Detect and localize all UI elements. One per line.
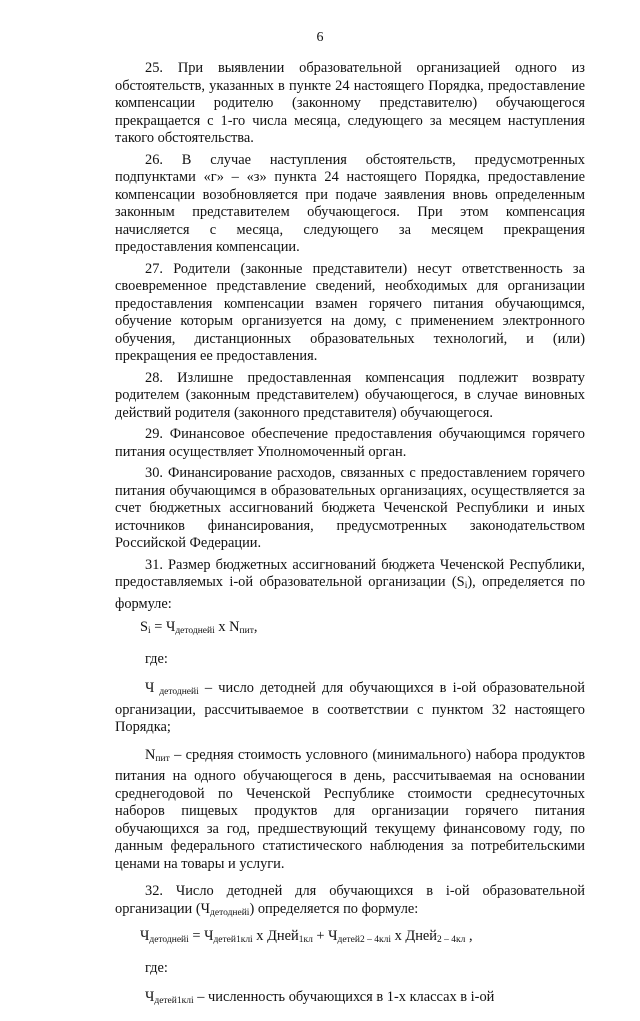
paragraph-28: 28. Излишне предоставленная компенсация подлежит возврату родителем (законным представителем) обучающегося, в случае виновных действий родителя (законного представителя) обучающегося. <box>115 369 585 421</box>
formula-symbol: Ч <box>145 680 155 696</box>
formula-symbol: x Дней <box>390 928 437 944</box>
definition-child-days <box>115 680 585 737</box>
page-number: 6 <box>316 30 324 45</box>
formula-symbol: Ч <box>145 989 155 1005</box>
paragraph-29: 29. Финансовое обеспечение предоставления обучающимся горячего питания осуществляет Уполномоченный орган. <box>115 426 585 460</box>
formula-symbol: + Ч <box>312 928 338 944</box>
formula-symbol: = Ч <box>188 928 214 944</box>
subscript: детоднейi <box>154 687 199 697</box>
definition-text: – число детодней для обучающихся в i-ой образовательной организации, рассчитываемое в соответствии с пунктом 32 настоящего Порядка; <box>115 680 585 735</box>
paragraph-31 <box>115 557 585 614</box>
subscript: 1кл <box>298 935 313 945</box>
definition-text: – средняя стоимость условного (минимального) набора продуктов питания на одного обучающегося в день, рассчитываемая на основании среднегодовой по Чеченской Республике стоимости среднесуточных наборов пищевых продуктов для организации горячего питания обучающихся за год, предшествующий текущему финансовому году, по данным федерального статистического наблюдения за потребительскими ценами на товары и услуги. <box>115 746 585 872</box>
subscript: детоднейi <box>175 626 215 636</box>
subscript: детей1клi <box>213 935 253 945</box>
formula-symbol: Ч <box>140 928 150 944</box>
subscript: пит <box>155 753 170 764</box>
paragraph-32 <box>115 883 585 922</box>
paragraph-27: 27. Родители (законные представители) несут ответственность за своевременное представление сведений, необходимых для организации предоставления компенсации взамен горячего питания обучающимся, обучение которым организуется на дому, с применением электронного обучения, дистанционных образовательных технологий, и (или) прекращения ее предоставления. <box>115 260 585 364</box>
subscript: детей1клi <box>154 996 194 1006</box>
paragraph-31-text: 31. Размер бюджетных ассигнований бюджета Чеченской Республики, предоставляемых i-ой образовательной организации (S <box>115 556 585 590</box>
document-body <box>115 60 585 1021</box>
formula-child-days <box>140 928 585 950</box>
formula-symbol: , <box>465 928 473 944</box>
formula-symbol: N <box>145 746 156 763</box>
subscript: детей2 – 4клi <box>337 935 391 945</box>
formula-symbol: x N <box>214 619 240 635</box>
formula-symbol: S <box>140 619 149 635</box>
where-label: где: <box>145 959 168 976</box>
definition-food-cost <box>115 747 585 874</box>
formula-symbol: = Ч <box>150 619 176 635</box>
definition-first-grade-count <box>115 989 585 1011</box>
subscript: i <box>464 581 468 591</box>
paragraph-31-text-end: ), определяется по формуле: <box>115 574 586 612</box>
subscript: детоднейi <box>210 907 250 918</box>
subscript: i <box>148 626 151 636</box>
formula-symbol: x Дней <box>252 928 299 944</box>
paragraph-30: 30. Финансирование расходов, связанных с предоставлением горячего питания обучающимся в образовательных организациях, осуществляется за счет бюджетных ассигнований бюджета Чеченской Республики и иных источников финансирования, предусмотренных законодательством Российской Федерации. <box>115 465 585 551</box>
paragraph-32-text: 32. Число детодней для обучающихся в i-ой образовательной организации (Ч <box>115 883 585 917</box>
paragraph-32-text-end: ) определяется по формуле: <box>249 900 419 917</box>
subscript: 2 – 4кл <box>436 935 466 945</box>
paragraph-26: 26. В случае наступления обстоятельств, предусмотренных подпунктами «г» – «з» пункта 24 настоящего Порядка, предоставление компенсации возобновляется при подаче заявления вновь определенным законным представителем обучающегося. При этом компенсация начисляется с месяца, следующего за месяцем прекращения предоставления компенсации. <box>115 151 585 255</box>
subscript: детоднейi <box>149 935 189 945</box>
paragraph-25: 25. При выявлении образовательной организацией одного из обстоятельств, указанных в пункте 24 настоящего Порядка, предоставление компенсации родителю (законному представителю) обучающегося прекращается с 1-го числа месяца, следующего за месяцем наступления такого обстоятельства. <box>115 60 585 146</box>
formula-symbol: , <box>253 619 258 635</box>
definition-text: – численность обучающихся в 1-х классах в i-ой <box>193 989 495 1005</box>
formula-budget <box>140 619 585 641</box>
where-label: где: <box>145 650 168 667</box>
subscript: пит <box>239 626 254 636</box>
